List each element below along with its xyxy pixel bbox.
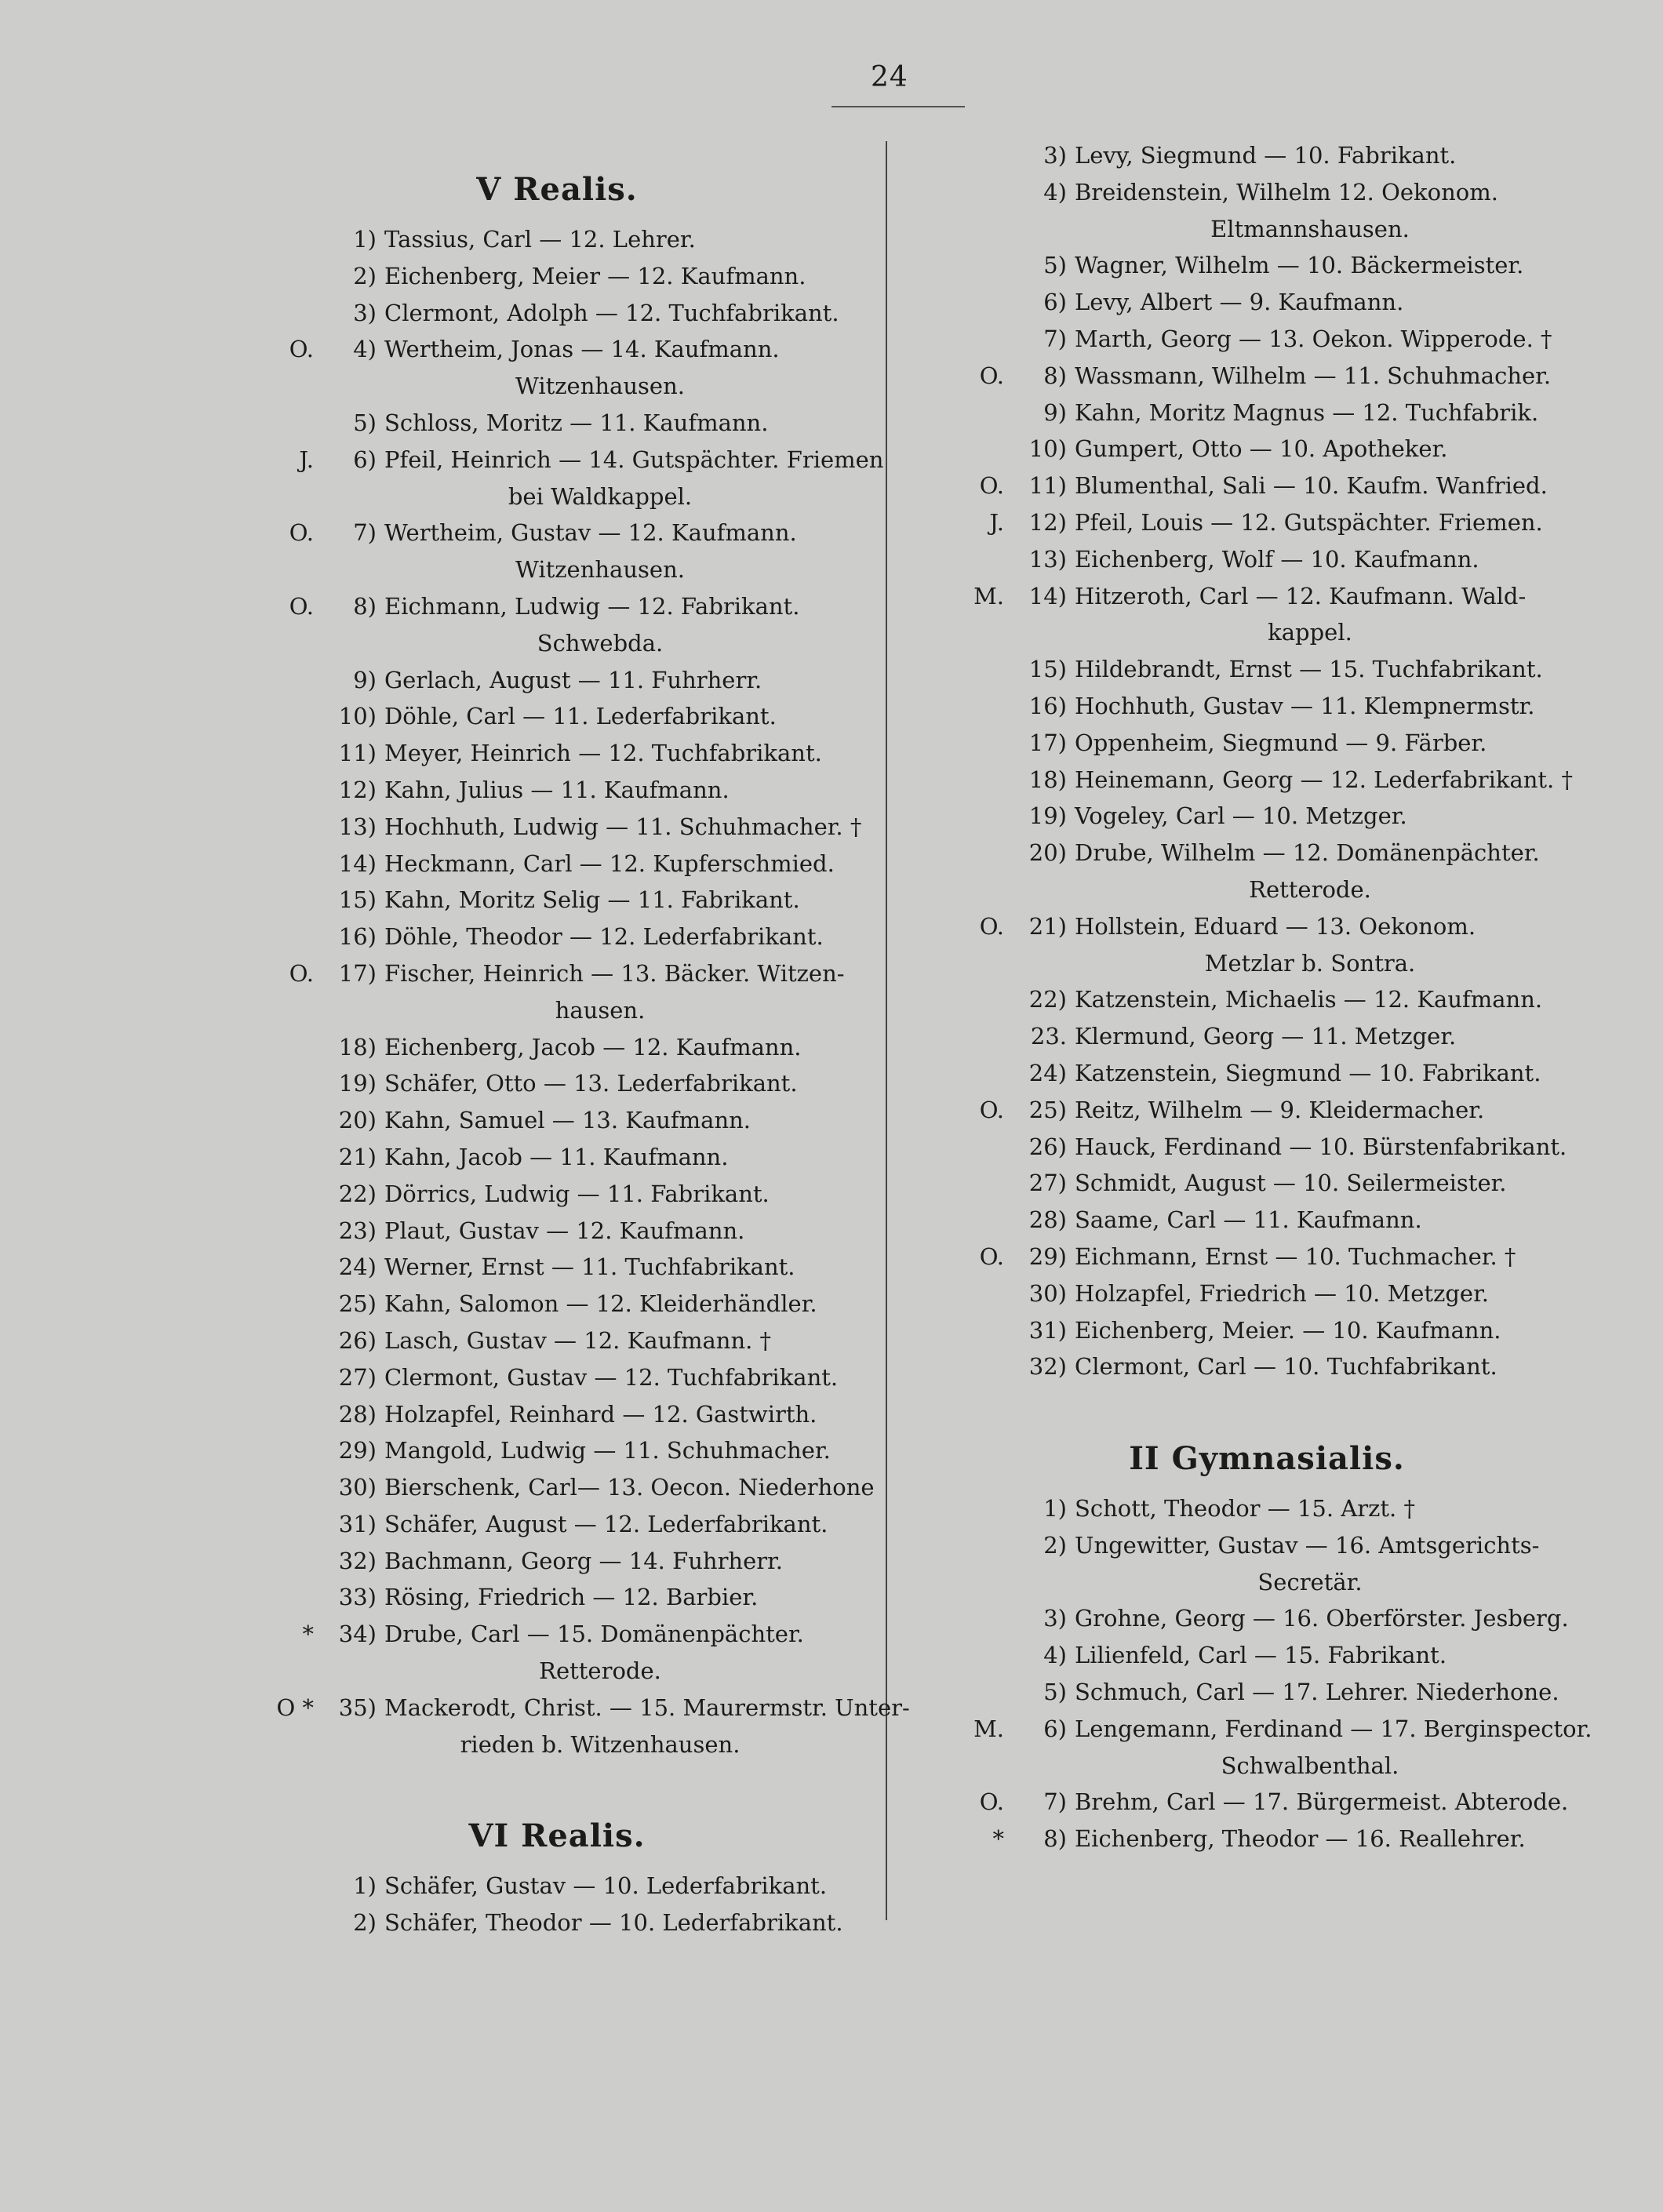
entry-text: Kahn, Moritz Selig — 11. Fabrikant. xyxy=(384,886,800,914)
entry-text: Katzenstein, Michaelis — 12. Kaufmann. xyxy=(1075,986,1543,1013)
list-entry xyxy=(227,882,855,919)
entry-number: 8) xyxy=(353,592,377,620)
entry-number: 4) xyxy=(1043,178,1067,206)
entry-text: Clermont, Gustav — 12. Tuchfabrikant. xyxy=(384,1363,839,1391)
entry-text: Eichenberg, Meier — 12. Kaufmann. xyxy=(384,262,806,289)
entry-number: 1) xyxy=(353,1872,377,1900)
entry-number: 27) xyxy=(338,1363,377,1391)
list-entry xyxy=(227,662,855,699)
entry-marker: M. xyxy=(973,1715,1004,1742)
entry-text: Lilienfeld, Carl — 15. Fabrikant. xyxy=(1075,1642,1447,1669)
entry-continuation: Metzlar b. Sontra. xyxy=(1204,949,1416,977)
entry-text: Kahn, Moritz Magnus — 12. Tuchfabrik. xyxy=(1075,398,1539,426)
list-entry xyxy=(227,1139,855,1176)
right-column xyxy=(918,137,1592,1857)
entry-text: Bachmann, Georg — 14. Fuhrherr. xyxy=(384,1547,784,1574)
entry-text: Schmidt, August — 10. Seilermeister. xyxy=(1075,1170,1507,1197)
entry-text: Plaut, Gustav — 12. Kaufmann. xyxy=(384,1217,745,1244)
entry-text: Eichenberg, Theodor — 16. Reallehrer. xyxy=(1075,1825,1526,1853)
list-entry xyxy=(918,1092,1569,1129)
list-entry xyxy=(227,442,884,478)
entry-text: Eichenberg, Meier. — 10. Kaufmann. xyxy=(1075,1316,1501,1344)
entry-text: Katzenstein, Siegmund — 10. Fabrikant. xyxy=(1075,1059,1541,1086)
entry-continuation: Witzenhausen. xyxy=(515,556,685,584)
entry-marker: O. xyxy=(979,1242,1004,1270)
entry-text: Wagner, Wilhelm — 10. Bäckermeister. xyxy=(1075,252,1524,279)
entry-marker: O. xyxy=(289,959,314,987)
entry-number: 25) xyxy=(1028,1096,1067,1123)
entry-number: 2) xyxy=(353,1909,377,1937)
entry-number: 32) xyxy=(1028,1353,1067,1381)
list-entry xyxy=(227,1396,855,1433)
entry-number: 20) xyxy=(1028,839,1067,867)
list-entry xyxy=(918,725,1569,762)
entry-number: 19) xyxy=(338,1070,377,1097)
entry-text: Hauck, Ferdinand — 10. Bürstenfabrikant. xyxy=(1075,1133,1567,1160)
entry-number: 6) xyxy=(1043,1715,1067,1742)
entry-number: 19) xyxy=(1028,802,1067,830)
list-entry xyxy=(918,504,1569,541)
list-entry xyxy=(227,295,855,332)
entry-continuation: Schwalbenthal. xyxy=(1221,1752,1399,1779)
entry-text: Schäfer, Theodor — 10. Lederfabrikant. xyxy=(384,1909,843,1937)
entry-text: Pfeil, Louis — 12. Gutspächter. Friemen. xyxy=(1075,508,1543,536)
list-entry xyxy=(227,1543,855,1580)
entry-text: Wertheim, Jonas — 14. Kaufmann. xyxy=(384,336,780,363)
entry-text: Döhle, Carl — 11. Lederfabrikant. xyxy=(384,703,777,730)
entry-number: 16) xyxy=(1028,692,1067,719)
entry-number: 22) xyxy=(338,1180,377,1207)
entry-number: 10) xyxy=(1028,435,1067,463)
entry-marker: O. xyxy=(979,912,1004,940)
entry-number: 35) xyxy=(338,1694,377,1721)
entry-text: Levy, Albert — 9. Kaufmann. xyxy=(1075,289,1404,316)
entry-continuation: Eltmannshausen. xyxy=(1210,215,1410,242)
list-entry xyxy=(918,835,1569,871)
entry-text: Hitzeroth, Carl — 12. Kaufmann. Wald- xyxy=(1075,582,1527,609)
entry-number: 23. xyxy=(1030,1023,1067,1050)
entry-number: 16) xyxy=(338,923,377,951)
entry-text: Kahn, Samuel — 13. Kaufmann. xyxy=(384,1107,751,1134)
list-entry xyxy=(918,284,1569,321)
entry-number: 24) xyxy=(338,1253,377,1281)
entry-text: Klermund, Georg — 11. Metzger. xyxy=(1075,1023,1457,1050)
list-entry xyxy=(227,258,855,295)
entry-text: Meyer, Heinrich — 12. Tuchfabrikant. xyxy=(384,740,822,767)
list-entry xyxy=(227,809,862,846)
entry-text: Schloss, Moritz — 11. Kaufmann. xyxy=(384,409,769,436)
entry-number: 8) xyxy=(1043,362,1067,389)
entry-text: Lasch, Gustav — 12. Kaufmann. † xyxy=(384,1326,772,1354)
entry-number: 15) xyxy=(1028,656,1067,683)
list-entry xyxy=(227,1286,855,1322)
entry-number: 22) xyxy=(1028,986,1067,1013)
entry-text: Hollstein, Eduard — 13. Oekonom. xyxy=(1075,912,1476,940)
entry-text: Drube, Wilhelm — 12. Domänenpächter. xyxy=(1075,839,1540,867)
entry-text: Bierschenk, Carl— 13. Oecon. Niederhone xyxy=(384,1474,875,1501)
entry-number: 7) xyxy=(1043,325,1067,352)
entry-text: Pfeil, Heinrich — 14. Gutspächter. Friemen xyxy=(384,446,884,473)
entry-number: 8) xyxy=(1043,1825,1067,1853)
entry-number: 29) xyxy=(338,1437,377,1464)
entry-marker: O. xyxy=(289,519,314,547)
list-entry xyxy=(227,1213,855,1250)
list-entry xyxy=(918,798,1569,835)
list-entry xyxy=(227,221,855,258)
list-entry xyxy=(227,1432,855,1469)
entry-continuation: Retterode. xyxy=(539,1657,661,1685)
entry-text: Schäfer, August — 12. Lederfabrikant. xyxy=(384,1510,828,1537)
entry-marker: O. xyxy=(289,336,314,363)
list-entry xyxy=(227,1322,855,1359)
list-entry xyxy=(918,541,1569,578)
section-heading: VI Realis. xyxy=(468,1817,646,1855)
entry-text: Werner, Ernst — 11. Tuchfabrikant. xyxy=(384,1253,795,1281)
list-entry xyxy=(918,468,1569,504)
list-entry xyxy=(918,321,1569,358)
entry-text: Wassmann, Wilhelm — 11. Schuhmacher. xyxy=(1075,362,1552,389)
list-entry xyxy=(918,688,1569,725)
list-entry xyxy=(918,395,1569,431)
list-entry xyxy=(227,1065,855,1102)
entry-number: 1) xyxy=(1043,1495,1067,1523)
entry-marker: O. xyxy=(979,1788,1004,1816)
entry-text: Levy, Siegmund — 10. Fabrikant. xyxy=(1075,142,1457,169)
entry-number: 26) xyxy=(1028,1133,1067,1160)
list-entry xyxy=(918,1239,1569,1275)
list-entry xyxy=(227,955,855,992)
entry-number: 6) xyxy=(1043,289,1067,316)
list-entry xyxy=(227,588,855,625)
entry-number: 26) xyxy=(338,1326,377,1354)
entry-text: Drube, Carl — 15. Domänenpächter. xyxy=(384,1621,804,1648)
list-entry xyxy=(918,1490,1569,1527)
entry-number: 13) xyxy=(1028,545,1067,573)
entry-number: 31) xyxy=(1028,1316,1067,1344)
entry-number: 10) xyxy=(338,703,377,730)
entry-marker: J. xyxy=(299,446,314,473)
entry-text: Hildebrandt, Ernst — 15. Tuchfabrikant. xyxy=(1075,656,1543,683)
entry-number: 2) xyxy=(1043,1531,1067,1559)
entry-marker: O. xyxy=(979,472,1004,500)
page-number-rule xyxy=(832,106,965,107)
entry-number: 33) xyxy=(338,1584,377,1611)
entry-continuation: Secretär. xyxy=(1257,1568,1363,1595)
entry-text: Eichmann, Ernst — 10. Tuchmacher. † xyxy=(1075,1242,1516,1270)
entry-continuation: Retterode. xyxy=(1249,875,1371,903)
entry-text: Clermont, Carl — 10. Tuchfabrikant. xyxy=(1075,1353,1497,1381)
entry-text: Schäfer, Otto — 13. Lederfabrikant. xyxy=(384,1070,798,1097)
list-entry xyxy=(918,431,1569,468)
entry-number: 12) xyxy=(338,776,377,803)
list-entry xyxy=(918,578,1569,615)
entry-number: 31) xyxy=(338,1510,377,1537)
entry-number: 3) xyxy=(353,299,377,326)
section-spacer xyxy=(227,1861,855,1868)
entry-number: 12) xyxy=(1028,508,1067,536)
entry-number: 4) xyxy=(1043,1642,1067,1669)
entry-text: Tassius, Carl — 12. Lehrer. xyxy=(384,226,696,253)
entry-continuation: Schwebda. xyxy=(537,629,664,657)
entry-text: Schmuch, Carl — 17. Lehrer. Niederhone. xyxy=(1075,1679,1559,1706)
entry-number: 15) xyxy=(338,886,377,914)
entry-text: Hochhuth, Ludwig — 11. Schuhmacher. † xyxy=(384,813,862,840)
entry-text: Lengemann, Ferdinand — 17. Berginspector. xyxy=(1075,1715,1592,1742)
list-entry xyxy=(227,1579,855,1616)
entry-number: 5) xyxy=(1043,1679,1067,1706)
entry-continuation: bei Waldkappel. xyxy=(508,482,693,510)
list-entry xyxy=(227,772,855,809)
entry-text: Wertheim, Gustav — 12. Kaufmann. xyxy=(384,519,797,547)
entry-text: Breidenstein, Wilhelm 12. Oekonom. xyxy=(1075,178,1498,206)
list-entry xyxy=(227,1102,855,1139)
entry-text: Holzapfel, Friedrich — 10. Metzger. xyxy=(1075,1279,1489,1307)
entry-number: 7) xyxy=(353,519,377,547)
entry-text: Vogeley, Carl — 10. Metzger. xyxy=(1075,802,1407,830)
entry-text: Oppenheim, Siegmund — 9. Färber. xyxy=(1075,729,1487,756)
entry-marker: * xyxy=(302,1621,314,1648)
entry-number: 27) xyxy=(1028,1170,1067,1197)
entry-text: Kahn, Julius — 11. Kaufmann. xyxy=(384,776,730,803)
section-heading: V Realis. xyxy=(476,171,638,208)
entry-text: Brehm, Carl — 17. Bürgermeist. Abterode. xyxy=(1075,1788,1569,1816)
list-entry xyxy=(227,405,855,442)
list-entry xyxy=(918,1527,1569,1564)
column-divider xyxy=(886,141,887,1920)
entry-number: 29) xyxy=(1028,1242,1067,1270)
entry-text: Clermont, Adolph — 12. Tuchfabrikant. xyxy=(384,299,839,326)
entry-number: 13) xyxy=(338,813,377,840)
list-entry xyxy=(918,908,1569,945)
list-entry xyxy=(227,1249,855,1286)
entry-number: 34) xyxy=(338,1621,377,1648)
entry-text: Grohne, Georg — 16. Oberförster. Jesberg. xyxy=(1075,1605,1569,1632)
list-entry xyxy=(227,1506,855,1543)
entry-text: Saame, Carl — 11. Kaufmann. xyxy=(1075,1206,1422,1234)
list-entry xyxy=(918,1275,1569,1312)
entry-text: Rösing, Friedrich — 12. Barbier. xyxy=(384,1584,759,1611)
list-entry xyxy=(918,247,1569,284)
list-entry xyxy=(227,735,855,772)
entry-number: 3) xyxy=(1043,1605,1067,1632)
list-entry xyxy=(918,1821,1569,1857)
entry-number: 2) xyxy=(353,262,377,289)
entry-marker: O. xyxy=(979,1096,1004,1123)
entry-number: 30) xyxy=(1028,1279,1067,1307)
entry-text: Heckmann, Carl — 12. Kupferschmied. xyxy=(384,850,835,877)
entry-text: Döhle, Theodor — 12. Lederfabrikant. xyxy=(384,923,824,951)
entry-number: 9) xyxy=(1043,398,1067,426)
entry-marker: O. xyxy=(289,592,314,620)
entry-text: Gerlach, August — 11. Fuhrherr. xyxy=(384,666,762,693)
entry-marker: * xyxy=(992,1825,1004,1853)
entry-text: Fischer, Heinrich — 13. Bäcker. Witzen- xyxy=(384,959,845,987)
entry-text: Schäfer, Gustav — 10. Lederfabrikant. xyxy=(384,1872,828,1900)
entry-number: 17) xyxy=(338,959,377,987)
entry-text: Heinemann, Georg — 12. Lederfabrikant. † xyxy=(1075,766,1573,793)
list-entry xyxy=(227,1690,910,1726)
entry-number: 21) xyxy=(338,1143,377,1170)
entry-number: 18) xyxy=(338,1033,377,1061)
entry-number: 14) xyxy=(338,850,377,877)
entry-text: Mackerodt, Christ. — 15. Maurermstr. Unter- xyxy=(384,1694,910,1721)
list-entry xyxy=(227,1029,855,1066)
entry-text: Kahn, Salomon — 12. Kleiderhändler. xyxy=(384,1290,817,1318)
list-entry xyxy=(227,515,855,551)
list-entry xyxy=(227,1176,855,1213)
entry-number: 14) xyxy=(1028,582,1067,609)
page-number: 24 xyxy=(871,61,908,93)
entry-text: Hochhuth, Gustav — 11. Klempnermstr. xyxy=(1075,692,1535,719)
list-entry xyxy=(227,698,855,735)
list-entry xyxy=(918,1784,1569,1821)
entry-number: 18) xyxy=(1028,766,1067,793)
list-entry xyxy=(918,651,1569,688)
list-entry xyxy=(918,174,1569,211)
list-entry xyxy=(227,919,855,955)
entry-marker: O * xyxy=(276,1694,314,1721)
entry-number: 25) xyxy=(338,1290,377,1318)
list-entry xyxy=(918,1674,1569,1711)
entry-number: 30) xyxy=(338,1474,377,1501)
entry-number: 21) xyxy=(1028,912,1067,940)
entry-number: 24) xyxy=(1028,1059,1067,1086)
entry-number: 5) xyxy=(353,409,377,436)
list-entry xyxy=(227,1359,855,1396)
entry-number: 28) xyxy=(1028,1206,1067,1234)
section-spacer xyxy=(227,1763,855,1811)
entry-number: 3) xyxy=(1043,142,1067,169)
entry-continuation: hausen. xyxy=(555,996,646,1024)
list-entry xyxy=(918,1711,1592,1748)
entry-text: Kahn, Jacob — 11. Kaufmann. xyxy=(384,1143,729,1170)
entry-text: Blumenthal, Sali — 10. Kaufm. Wanfried. xyxy=(1075,472,1548,500)
entry-number: 5) xyxy=(1043,252,1067,279)
list-entry xyxy=(918,1055,1569,1092)
list-entry xyxy=(227,1469,875,1506)
list-entry xyxy=(918,358,1569,395)
list-entry xyxy=(227,846,855,882)
entry-marker: J. xyxy=(989,508,1004,536)
section-spacer xyxy=(918,1484,1569,1490)
list-entry xyxy=(918,1637,1569,1674)
entry-text: Ungewitter, Gustav — 16. Amtsgerichts- xyxy=(1075,1531,1540,1559)
entry-continuation: kappel. xyxy=(1268,619,1352,646)
entry-number: 11) xyxy=(1028,472,1067,500)
section-spacer xyxy=(227,215,855,221)
entry-text: Eichenberg, Jacob — 12. Kaufmann. xyxy=(384,1033,802,1061)
list-entry xyxy=(918,1348,1569,1385)
section-heading: II Gymnasialis. xyxy=(1129,1440,1405,1478)
left-column xyxy=(227,165,910,1941)
entry-number: 4) xyxy=(353,336,377,363)
entry-number: 1) xyxy=(353,226,377,253)
entry-number: 32) xyxy=(338,1547,377,1574)
entry-number: 28) xyxy=(338,1400,377,1428)
entry-number: 20) xyxy=(338,1107,377,1134)
entry-number: 23) xyxy=(338,1217,377,1244)
entry-text: Eichmann, Ludwig — 12. Fabrikant. xyxy=(384,592,800,620)
entry-number: 11) xyxy=(338,740,377,767)
entry-text: Eichenberg, Wolf — 10. Kaufmann. xyxy=(1075,545,1479,573)
list-entry xyxy=(918,1165,1569,1202)
entry-marker: M. xyxy=(973,582,1004,609)
entry-number: 9) xyxy=(353,666,377,693)
entry-number: 6) xyxy=(353,446,377,473)
list-entry xyxy=(918,981,1569,1018)
entry-text: Holzapfel, Reinhard — 12. Gastwirth. xyxy=(384,1400,817,1428)
list-entry xyxy=(918,1312,1569,1349)
list-entry xyxy=(227,1905,855,1941)
entry-text: Marth, Georg — 13. Oekon. Wipperode. † xyxy=(1075,325,1552,352)
entry-marker: O. xyxy=(979,362,1004,389)
list-entry xyxy=(918,137,1569,174)
entry-number: 17) xyxy=(1028,729,1067,756)
entry-text: Schott, Theodor — 15. Arzt. † xyxy=(1075,1495,1415,1523)
entry-text: Reitz, Wilhelm — 9. Kleidermacher. xyxy=(1075,1096,1485,1123)
entry-text: Gumpert, Otto — 10. Apotheker. xyxy=(1075,435,1448,463)
list-entry xyxy=(918,1129,1569,1166)
entry-text: Dörrics, Ludwig — 11. Fabrikant. xyxy=(384,1180,770,1207)
entry-text: Mangold, Ludwig — 11. Schuhmacher. xyxy=(384,1437,831,1464)
list-entry xyxy=(227,1868,855,1905)
list-entry xyxy=(918,1202,1569,1239)
entry-number: 7) xyxy=(1043,1788,1067,1816)
entry-continuation: Witzenhausen. xyxy=(515,373,685,400)
list-entry xyxy=(227,1616,855,1653)
list-entry xyxy=(918,1018,1569,1055)
section-spacer xyxy=(918,1385,1569,1434)
list-entry xyxy=(918,1600,1569,1637)
list-entry xyxy=(918,762,1573,799)
entry-continuation: rieden b. Witzenhausen. xyxy=(460,1730,741,1758)
list-entry xyxy=(227,331,855,368)
